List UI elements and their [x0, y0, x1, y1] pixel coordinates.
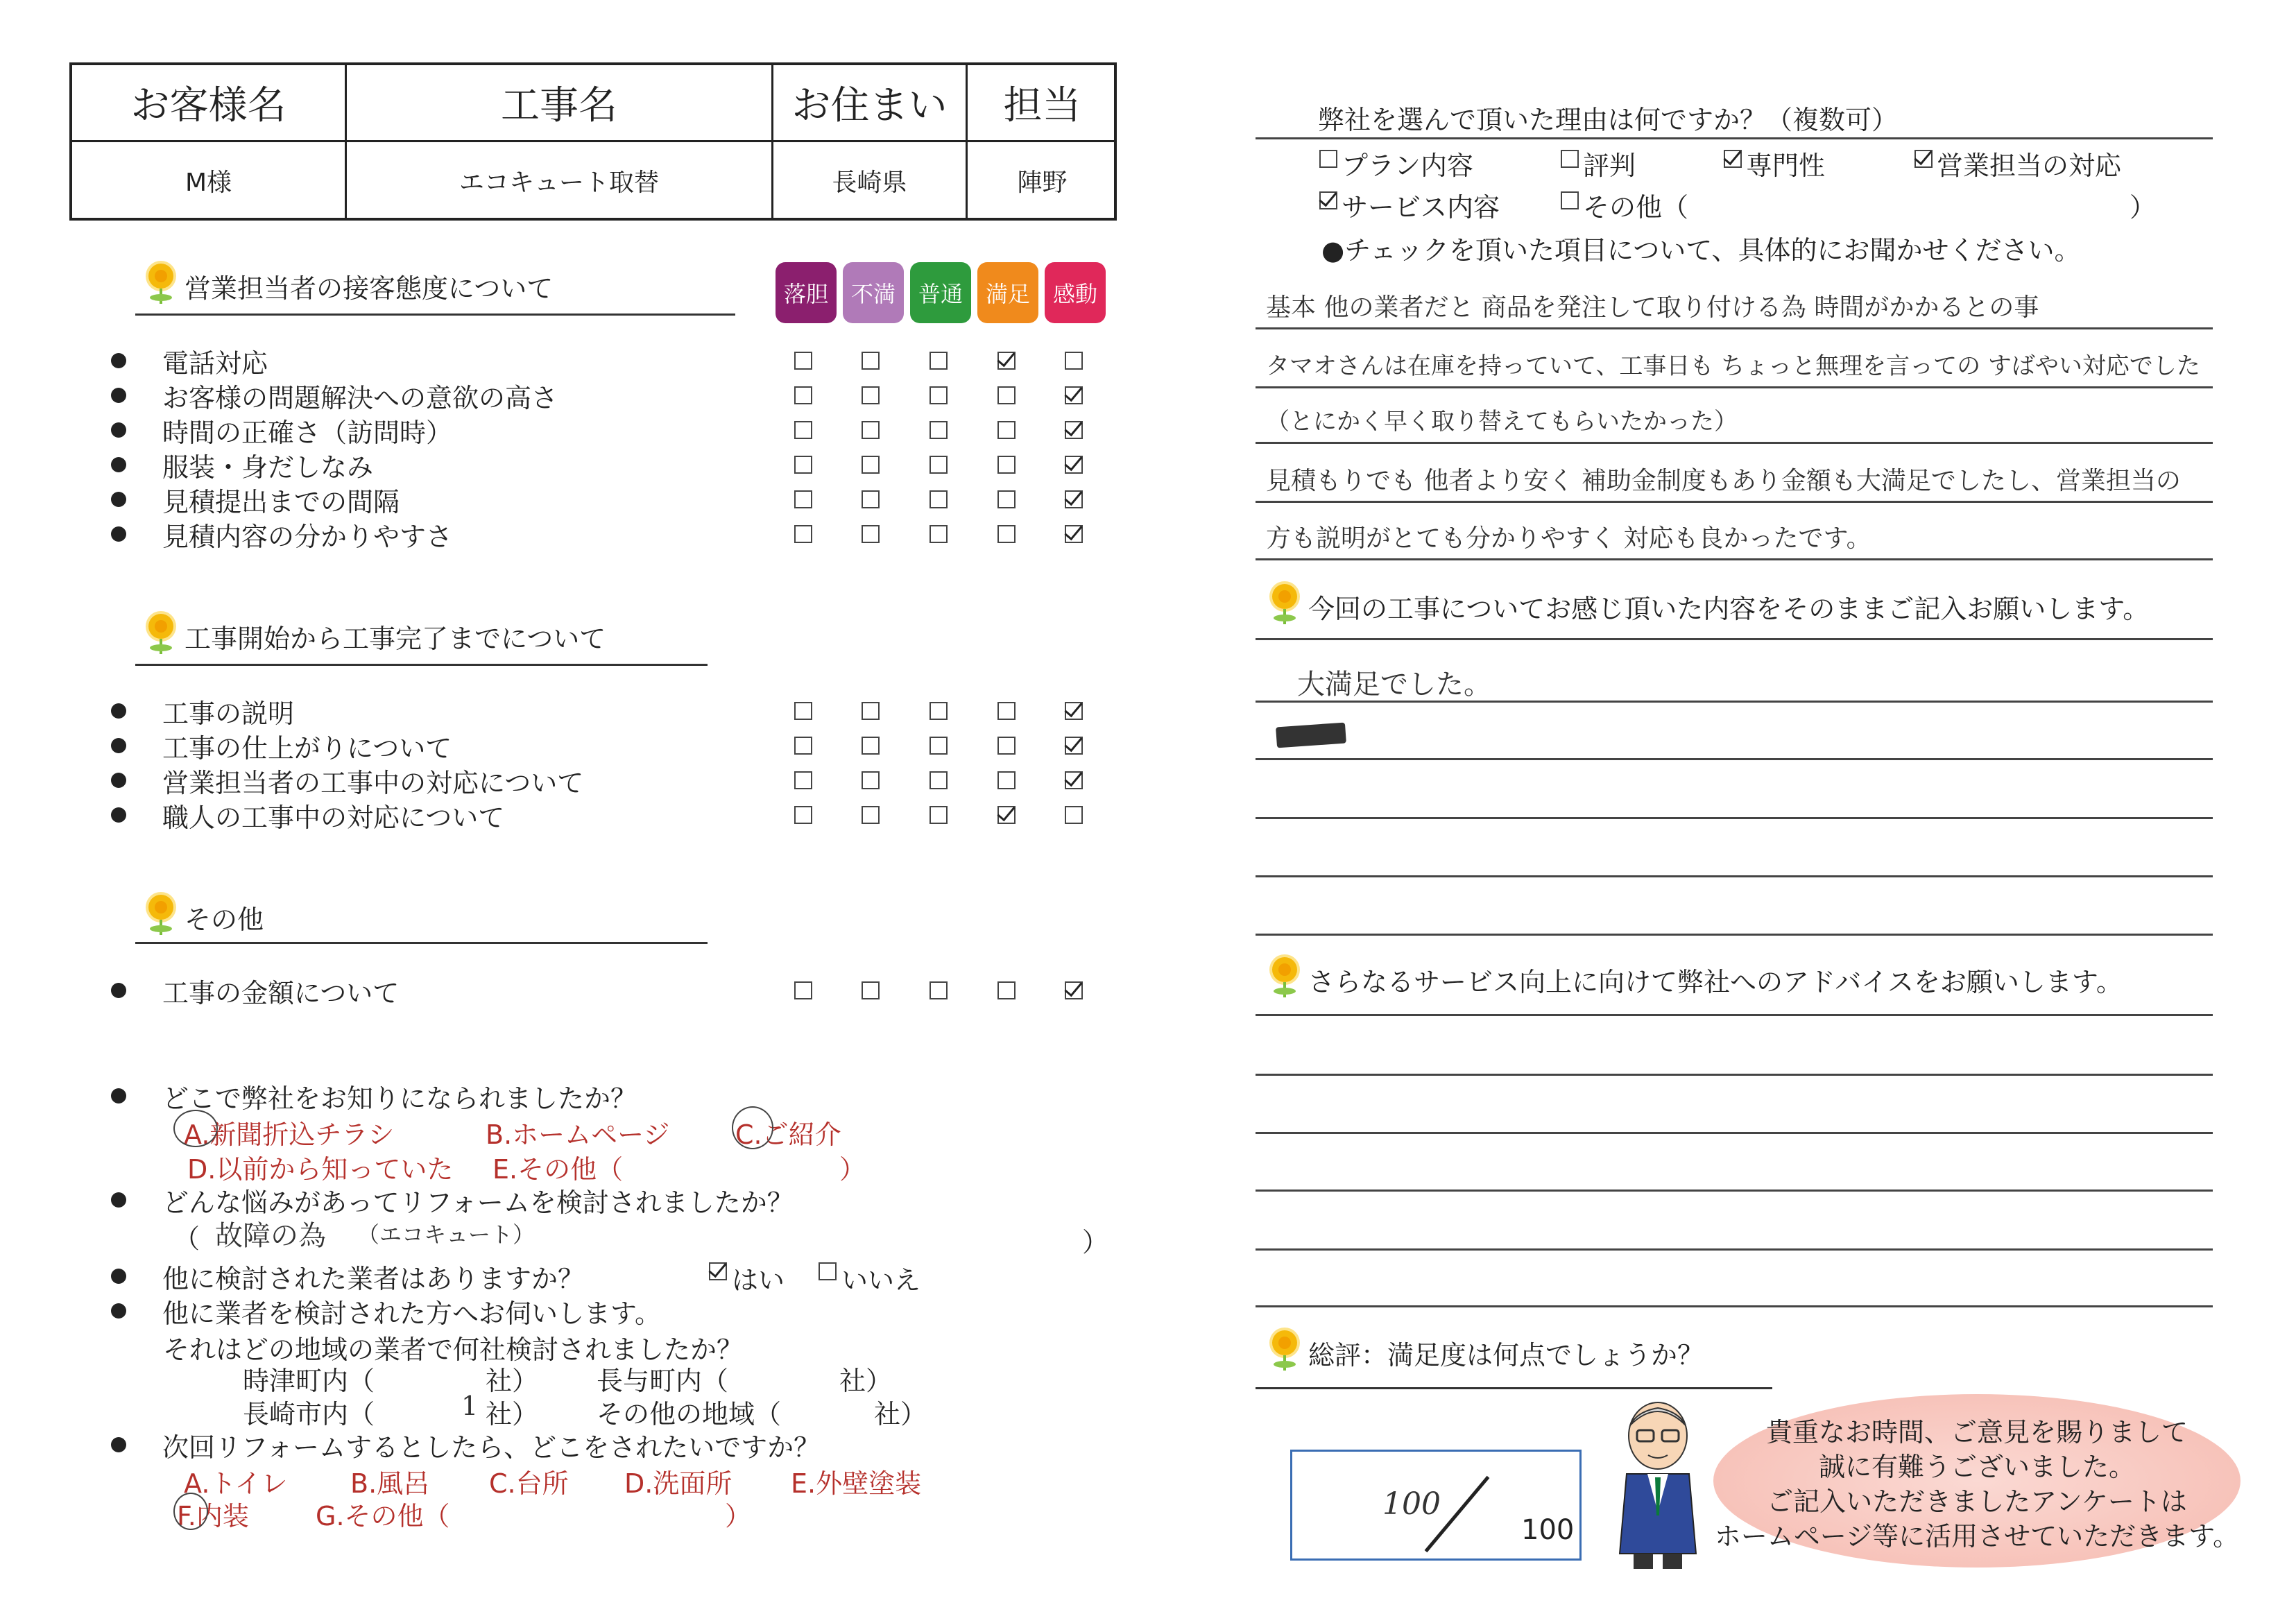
bullet [111, 388, 126, 403]
section1-title-text: 営業担当者の接客態度について [185, 273, 554, 304]
rating-checkbox[interactable] [997, 702, 1016, 720]
no-label: いいえ [841, 1265, 921, 1296]
bullet [111, 492, 126, 507]
bullet [111, 983, 126, 998]
rating-checkbox[interactable] [929, 490, 948, 508]
q-next [111, 1427, 820, 1462]
flower-icon [146, 264, 176, 305]
rating-item [111, 728, 452, 763]
reason-option-label: 営業担当の対応 [1937, 151, 2122, 181]
staff-name: 陣野 [1017, 168, 1068, 197]
rating-checkbox[interactable] [1065, 525, 1083, 543]
rating-item-label: 見積内容の分かりやすさ [162, 521, 453, 552]
header-staff: 担当 [1003, 83, 1081, 128]
next-kitchen[interactable]: C.台所 [489, 1468, 569, 1499]
rating-badge-unsatisfied: 不満 [843, 262, 904, 323]
flower-icon [146, 614, 176, 655]
answer-line [1256, 817, 2213, 819]
bullet [111, 773, 126, 788]
rating-badge-impressed: 感動 [1045, 262, 1106, 323]
rating-checkbox[interactable] [794, 456, 812, 474]
rating-badge-satisfied: 満足 [977, 262, 1038, 323]
rating-item [111, 447, 373, 482]
rating-item [111, 517, 452, 551]
rating-checkbox[interactable] [794, 702, 812, 720]
thanks-line: 貴重なお時間、ご意見を賜りまして [1765, 1417, 2188, 1448]
bullet [111, 703, 126, 719]
reason-option-label: 専門性 [1746, 151, 1826, 181]
header-customer: お客様名 [130, 83, 286, 128]
hand-circle-mark [173, 1110, 218, 1147]
rating-checkbox[interactable] [997, 525, 1016, 543]
reason-answer-line: 見積もりでも 他者より安く 補助金制度もあり金額も大満足でしたし、営業担当の [1266, 467, 2181, 495]
region-unit: 社） [874, 1399, 927, 1429]
question-text: 他に業者を検討された方へお伺いします。 [162, 1298, 661, 1329]
section3-title [146, 895, 264, 936]
rating-checkbox[interactable] [929, 981, 948, 999]
reasons-title: 弊社を選んで頂いた理由は何ですか？（複数可） [1318, 105, 1899, 135]
rating-item-label: お客様の問題解決への意欲の高さ [162, 382, 558, 413]
answer-line [1256, 1074, 2213, 1076]
impression-title [1269, 584, 2149, 626]
region-nagasaki: 長崎市内（ [243, 1399, 375, 1429]
rating-checkbox[interactable] [862, 771, 880, 789]
flower-icon [1269, 957, 1300, 999]
rating-checkbox[interactable] [929, 352, 948, 370]
rating-checkbox[interactable] [997, 806, 1016, 824]
reason-option-label: サービス内容 [1342, 192, 1500, 223]
rating-checkbox[interactable] [1065, 421, 1083, 439]
rating-item [111, 378, 558, 413]
rating-checkbox[interactable] [929, 421, 948, 439]
rating-checkbox[interactable] [794, 525, 812, 543]
bullet [111, 807, 126, 823]
rating-checkbox[interactable] [794, 806, 812, 824]
region-unit: 社） [839, 1366, 893, 1396]
section-underline [1256, 137, 2213, 139]
next-exterior[interactable]: E.外壁塗装 [791, 1468, 922, 1499]
hand-circle-mark [732, 1106, 773, 1149]
score-max: 100 [1521, 1514, 1575, 1546]
answer-line [1256, 875, 2213, 877]
rating-checkbox[interactable] [997, 352, 1016, 370]
option-a-newspaper[interactable]: A.新聞折込チラシ [184, 1119, 395, 1150]
section-underline [135, 314, 735, 316]
section2-title [146, 614, 606, 655]
q-other-company [111, 1259, 584, 1294]
rating-badge-normal: 普通 [910, 262, 971, 323]
yes-checkbox[interactable] [709, 1262, 727, 1280]
rating-item-label: 工事の金額について [162, 977, 400, 1008]
reason-checkbox[interactable] [1319, 150, 1337, 168]
flower-icon [1269, 584, 1300, 626]
reason-option-label: 評判 [1583, 151, 1636, 181]
rating-checkbox[interactable] [862, 421, 880, 439]
rating-checkbox[interactable] [1065, 386, 1083, 404]
rating-checkbox[interactable] [929, 456, 948, 474]
hand-circle-mark [173, 1493, 208, 1530]
rating-item [111, 413, 452, 447]
option-c-referral[interactable]: C.ご紹介 [735, 1119, 841, 1150]
rating-checkbox[interactable] [929, 525, 948, 543]
rating-item [111, 973, 399, 1008]
customer-name: M様 [185, 168, 232, 197]
rating-checkbox[interactable] [1065, 456, 1083, 474]
rating-checkbox[interactable] [997, 737, 1016, 755]
worry-answer-note: （エコキュート） [357, 1221, 536, 1248]
next-toilet[interactable]: A.トイレ [184, 1468, 288, 1499]
rating-checkbox[interactable] [794, 386, 812, 404]
score-box[interactable] [1290, 1450, 1582, 1561]
reason-option-label: プラン内容 [1342, 151, 1474, 181]
rating-checkbox[interactable] [862, 702, 880, 720]
rating-checkbox[interactable] [1065, 490, 1083, 508]
section-underline [1256, 638, 2213, 640]
region-tokitsu: 時津町内（ [243, 1366, 375, 1396]
no-checkbox[interactable] [819, 1262, 837, 1280]
bullet [111, 422, 126, 438]
rating-item-label: 服装・身だしなみ [162, 452, 374, 483]
answer-line [1256, 386, 2213, 388]
rating-checkbox[interactable] [862, 981, 880, 999]
rating-checkbox[interactable] [1065, 771, 1083, 789]
thanks-message [1713, 1415, 2241, 1554]
rating-checkbox[interactable] [997, 490, 1016, 508]
section1-title [146, 264, 553, 305]
answer-line [1256, 1305, 2213, 1307]
rating-checkbox[interactable] [862, 352, 880, 370]
q-region [111, 1294, 661, 1328]
impression-answer: 大満足でした。 [1297, 669, 1491, 701]
q-how-known [111, 1079, 637, 1113]
customer-info-table [69, 62, 1117, 221]
region-nagayo: 長与町内（ [597, 1366, 729, 1396]
section-underline [1256, 1387, 1772, 1389]
region-unit: 社） [486, 1366, 539, 1396]
rating-item-label: 見積提出までの間隔 [162, 486, 400, 517]
rating-item [111, 798, 504, 832]
next-washroom[interactable]: D.洗面所 [624, 1468, 733, 1499]
bullet [111, 526, 126, 542]
region-other: その他の地域（ [597, 1399, 782, 1429]
paren-close: ） [2130, 192, 2157, 223]
bullet [111, 457, 126, 472]
rating-item [111, 763, 583, 798]
rating-checkbox[interactable] [862, 525, 880, 543]
rating-checkbox[interactable] [997, 771, 1016, 789]
header-residence: お住まい [791, 83, 948, 128]
rating-item [111, 694, 294, 728]
rating-checkbox[interactable] [794, 490, 812, 508]
header-work: 工事名 [501, 83, 617, 128]
reason-checkbox[interactable] [1914, 150, 1933, 168]
advice-title-text: さらなるサービス向上に向けて弊社へのアドバイスをお願いします。 [1308, 967, 2123, 997]
rating-checkbox[interactable] [997, 981, 1016, 999]
option-b-homepage[interactable]: B.ホームページ [486, 1119, 670, 1150]
next-interior[interactable]: F.内装 [177, 1501, 249, 1531]
answer-line [1256, 1190, 2213, 1192]
reason-answer-line: 方も説明がとても分かりやすく 対応も良かったです。 [1266, 524, 1871, 553]
rating-checkbox[interactable] [929, 737, 948, 755]
q-worry [111, 1183, 794, 1217]
region-nagasaki-count: 1 [461, 1391, 479, 1421]
rating-checkbox[interactable] [862, 806, 880, 824]
impression-title-text: 今回の工事についてお感じ頂いた内容をそのままご記入お願いします。 [1308, 594, 2150, 624]
reason-checkbox[interactable] [1561, 191, 1579, 209]
bullet [111, 353, 126, 368]
reason-answer-line: （とにかく早く取り替えてもらいたかった） [1266, 408, 1738, 436]
answer-line [1256, 1132, 2213, 1134]
rating-item-label: 営業担当者の工事中の対応について [162, 767, 584, 798]
thanks-line: ご記入いただきましたアンケートは [1767, 1486, 2187, 1517]
rating-item [111, 343, 268, 378]
rating-badge-disappointed: 落胆 [776, 262, 837, 323]
section-underline [1256, 1014, 2213, 1016]
paren-open: （ [173, 1223, 200, 1254]
reason-checkbox[interactable] [1724, 150, 1742, 168]
rating-checkbox[interactable] [862, 737, 880, 755]
rating-item-label: 時間の正確さ（訪問時） [162, 417, 453, 448]
mascot-illustration [1609, 1394, 1706, 1574]
rating-checkbox[interactable] [929, 806, 948, 824]
rating-checkbox[interactable] [997, 456, 1016, 474]
rating-checkbox[interactable] [1065, 981, 1083, 999]
section-underline [135, 942, 708, 944]
advice-title [1269, 957, 2123, 999]
rating-checkbox[interactable] [794, 737, 812, 755]
rating-item-label: 電話対応 [162, 347, 268, 379]
region-unit: 社） [486, 1399, 539, 1429]
rating-checkbox[interactable] [997, 421, 1016, 439]
detail-prompt: ●チェックを頂いた項目について、具体的にお聞かせください。 [1321, 235, 2081, 266]
option-e-close: ） [839, 1154, 866, 1185]
scribble-mark [1276, 723, 1346, 748]
section2-title-text: 工事開始から工事完了までについて [185, 624, 606, 654]
section3-title-text: その他 [185, 904, 264, 935]
next-bath[interactable]: B.風呂 [350, 1468, 430, 1499]
question-text: それはどの地域の業者で何社検討されましたか？ [163, 1334, 744, 1365]
reason-checkbox[interactable] [1319, 191, 1337, 209]
score-value: 100 [1382, 1486, 1441, 1522]
rating-item-label: 工事の仕上がりについて [162, 732, 452, 764]
question-text: 他に検討された業者はありますか？ [162, 1263, 585, 1294]
next-other-close: ） [725, 1501, 752, 1531]
answer-line [1256, 327, 2213, 329]
question-text: どこで弊社をお知りになられましたか？ [162, 1083, 637, 1114]
answer-line [1256, 701, 2213, 703]
rating-checkbox[interactable] [1065, 806, 1083, 824]
paren-close: ） [1082, 1227, 1109, 1257]
question-text: どんな悩みがあってリフォームを検討されましたか？ [162, 1187, 794, 1218]
reason-answer-line: タマオさんは在庫を持っていて、工事日も ちょっと無理を言っての すばやい対応でした [1266, 352, 2200, 380]
thanks-line: 誠に有難うございました。 [1818, 1452, 2135, 1482]
rating-checkbox[interactable] [794, 981, 812, 999]
rating-item-label: 職人の工事中の対応について [162, 802, 505, 833]
rating-checkbox[interactable] [1065, 352, 1083, 370]
rating-checkbox[interactable] [794, 352, 812, 370]
rating-checkbox[interactable] [929, 386, 948, 404]
answer-line [1256, 1248, 2213, 1251]
rating-checkbox[interactable] [1065, 737, 1083, 755]
overall-title-text: 総評：満足度は何点でしょうか？ [1308, 1340, 1704, 1371]
rating-checkbox[interactable] [794, 771, 812, 789]
reason-option-label: その他（ [1583, 192, 1689, 223]
reason-checkbox[interactable] [1561, 150, 1579, 168]
next-other[interactable]: G.その他（ [316, 1501, 450, 1531]
yes-label: はい [732, 1265, 785, 1296]
rating-checkbox[interactable] [862, 490, 880, 508]
rating-checkbox[interactable] [929, 702, 948, 720]
rating-checkbox[interactable] [1065, 702, 1083, 720]
flower-icon [146, 895, 176, 936]
answer-line [1256, 558, 2213, 560]
flower-icon [1269, 1330, 1300, 1372]
rating-checkbox[interactable] [794, 421, 812, 439]
work-name: エコキュート取替 [459, 168, 659, 197]
reason-answer-line: 基本 他の業者だと 商品を発注して取り付ける為 時間がかかるとの事 [1266, 293, 2039, 322]
residence-value: 長崎県 [832, 168, 907, 197]
answer-line [1256, 442, 2213, 444]
question-text: 次回リフォームするとしたら、どこをされたいですか？ [162, 1432, 821, 1463]
rating-checkbox[interactable] [862, 456, 880, 474]
rating-checkbox[interactable] [862, 386, 880, 404]
rating-item-label: 工事の説明 [162, 698, 295, 729]
option-e-other[interactable]: E.その他（ [492, 1154, 624, 1185]
answer-line [1256, 501, 2213, 503]
answer-line [1256, 934, 2213, 936]
answer-line [1256, 758, 2213, 760]
thanks-line: ホームページ等に活用させていただきます。 [1714, 1521, 2240, 1552]
option-d-known-before[interactable]: D.以前から知っていた [187, 1154, 454, 1185]
rating-checkbox[interactable] [997, 386, 1016, 404]
rating-item [111, 482, 400, 517]
overall-title [1269, 1330, 1704, 1372]
section-underline [135, 664, 708, 666]
rating-checkbox[interactable] [929, 771, 948, 789]
bullet [111, 738, 126, 753]
worry-answer: 故障の為 [215, 1220, 326, 1252]
